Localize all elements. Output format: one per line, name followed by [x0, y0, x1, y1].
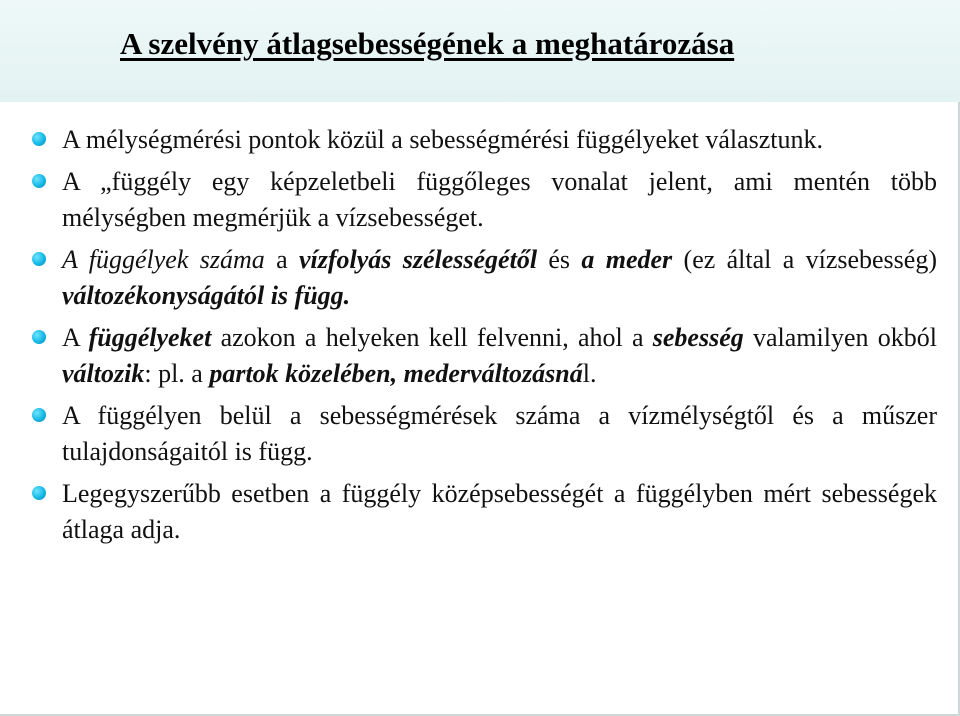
bullet-dot-icon: [32, 408, 46, 422]
bullet-text-emphasis: a meder: [581, 245, 673, 274]
bullet-text-emphasis: változékonyságától is függ.: [62, 281, 351, 310]
bullet-dot-icon: [32, 330, 46, 344]
bullet-item: [32, 398, 937, 470]
bullet-text: A függélyen belül a sebességmérések száma a vízmélységtől és a műszer tulajdonságaitól is függ.: [62, 401, 937, 466]
bullet-text: valamilyen okból: [743, 323, 937, 352]
bullet-text: (ez által a vízsebesség): [672, 245, 937, 274]
bullet-text: Legegyszerűbb esetben a függély középsebességét a függélyben mért sebességek átlaga adja.: [62, 479, 937, 544]
bullet-text-emphasis: partok közelében, mederváltozásná: [209, 359, 583, 388]
bullet-dot-icon: [32, 174, 46, 188]
slide-title: A szelvény átlagsebességének a meghatározása: [120, 26, 735, 61]
bullet-text: a: [264, 245, 299, 274]
bullet-text-emphasis: sebesség: [652, 323, 744, 352]
bullet-dot-icon: [32, 132, 46, 146]
bullet-text: A „függély egy képzeletbeli függőleges vonalat jelent, ami mentén több mélységben megmérjük a vízsebességet.: [62, 167, 937, 232]
bullet-item: [32, 122, 937, 158]
bullet-item: [32, 320, 937, 392]
bullet-text-italic: A függélyek száma: [62, 245, 265, 274]
title-band: [0, 0, 960, 102]
bullet-item: [32, 242, 937, 314]
bullet-text: és: [537, 245, 582, 274]
bullet-text: azokon a helyeken kell felvenni, ahol a: [211, 323, 653, 352]
bullet-list: [32, 122, 937, 554]
bullet-text: l.: [582, 359, 597, 388]
bullet-dot-icon: [32, 486, 46, 500]
bullet-text: : pl. a: [144, 359, 210, 388]
bullet-dot-icon: [32, 252, 46, 266]
bullet-text-emphasis: változik: [62, 359, 145, 388]
bullet-text-emphasis: vízfolyás szélességétől: [298, 245, 538, 274]
bullet-item: [32, 164, 937, 236]
bullet-text-emphasis: függélyeket: [88, 323, 212, 352]
bullet-text: A mélységmérési pontok közül a sebességmérési függélyeket választunk.: [62, 125, 824, 154]
bullet-item: [32, 476, 937, 548]
bullet-text: A: [62, 323, 89, 352]
